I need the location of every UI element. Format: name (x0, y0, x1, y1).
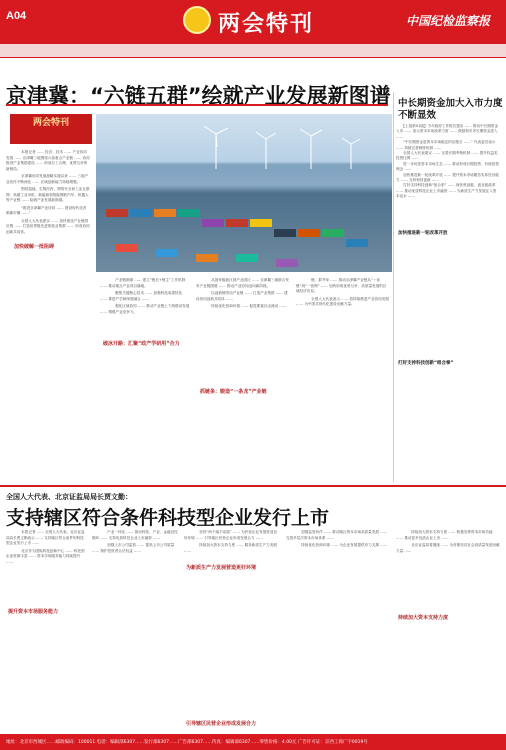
sidebar-headline: 中长期资金加大入市力度不断显效 (398, 98, 503, 121)
second-column-4: 加强监管协作 …… 推动辖区资本市场高质量发展 …… 完善多层次资本市场体系 …… 持续优化营商环境 …… 为企业发展提供有力支撑 …… (286, 530, 388, 547)
second-headline: 支持辖区符合条件科技型企业发行上市 (6, 507, 330, 529)
page-number: A04 (6, 10, 27, 22)
lead-column-1: 本报记者 …… 经济、技术 …… 产业协同发展 …… 京津冀三地围绕六条重点产业链 …… 协同推进产业集群建设 …… 形成分工合理、优势互补的新格局。 京津冀协同发展战略实施以来 …… 三地产业协作不断深化 …… 区域创新能力持续增强。 围绕氢能、生物医药、网络安全和工业互联网、高端工业母机、新能源和智能网联汽车、机器人等产业链 …… 绘就产业发展新图谱。 “推进京津冀产业协同 …… 建设现代化首都都市圈 ……” 全国人大代表建议 …… 加快建设产业链供应链 …… 打造世界级先进制造业集群 …… 形成协同创新共同体。 (6, 150, 90, 234)
second-section-head-3: 持续加大资本支持力度 (398, 615, 449, 621)
lead-section-head-2: 破冰开路：汇聚“政产学研用”合力 (103, 341, 180, 347)
section-divider (0, 485, 506, 487)
lead-section-head-1: 加快破解一批阻碍 (14, 244, 55, 250)
lead-column-3: 从国家级新区到产业园区 …… 京津冀三地联合发布产业链图谱 …… 推动产业协同迈向新阶段。 以创新链带动产业链 …… 打造产业集群 …… 建设协同创新共同体 …… 持续优化营商环境 …… 促进要素自由流动 …… (196, 278, 289, 308)
national-emblem-icon (183, 6, 211, 34)
second-column-3: 坚持“两个毫不动摇” …… 为民营企业发展营造良好环境 …… 引导辖区民营企业形成发展合力 …… 持续加大资本支持力度 …… 服务新质生产力发展 …… (184, 530, 278, 553)
two-sessions-badge: 两会特刊 (10, 114, 92, 144)
column-divider (393, 92, 394, 482)
lead-column-2: 产业链图谱 …… 建立“链长+链主”工作机制 …… 推动重点产业项目落地。 聚焦关键核心技术 …… 加强科技成果转化 …… 推进产学研深度融合 …… 强化区域协同 …… 推动产业链上下游联动发展 …… 增强产业竞争力。 (100, 278, 190, 314)
second-section-head-2: 为新质生产力发展营造更好环境 (186, 565, 257, 571)
sidebar-subhead-2: 打好支持科技创新“组合拳” (398, 361, 454, 366)
second-section-head-4: 引导辖区民营企业形成发展合力 (186, 721, 257, 727)
second-column-1: 本报记者 …… 全国人大代表、北京证监局局长贾文勤表示 …… 支持辖区符合条件的科技型企业发行上市 …… 北京作为国际科技创新中心 …… 科技型企业资源丰富 …… 资本市场服务能力持续提升 …… (6, 530, 85, 564)
lead-section-head-3: 抓链条：锻造“一条龙”产业链 (200, 389, 267, 395)
port-photo (96, 114, 392, 272)
lead-column-4: 链、群并举 …… 推动京津冀产业链从“一条链”到“一张网” …… 加快形成优势互补、高质量发展的区域经济布局。 全国人大代表表示 …… 将持续推进产业协同发展 …… 为中国式现代化建设贡献力量。 (296, 278, 389, 306)
second-column-2: 产业一体化 …… 推动科技、产业、金融良性循环 …… 支持优质科技企业上市融资 …… 加强上市公司监管 …… 提高上市公司质量 …… 保护投资者合法权益 …… (92, 530, 178, 553)
section-title: 两会特刊 (218, 12, 315, 37)
second-column-5: 持续加大资本支持力度 …… 积极发挥资本市场功能 …… 推动更多优质企业上市 …… 北京证监局将继续 …… 为首都经济社会高质量发展贡献力量 …… (396, 530, 500, 553)
headline-rule (6, 104, 388, 112)
masthead-strip (0, 44, 506, 58)
second-section-head-1: 提升资本市场服务能力 (8, 609, 59, 615)
second-kicker: 全国人大代表、北京证监局局长贾文勤： (6, 493, 132, 501)
lead-headline: 京津冀：“六链五群”绘就产业发展新图谱 (6, 84, 391, 108)
footer-bar: 地址：北京市西城区……邮政编码：100011 电话：编辑部6307……发行部6307……广告部6307……传真：编辑部6307……零售价格：4.00元 广告许可证：京西工商广字0019号 (0, 734, 506, 750)
paper-logo: 中国纪检监察报 (405, 14, 490, 28)
masthead-bar (0, 0, 506, 44)
sidebar-subhead-1: 加快推进新一轮改革开放 (398, 231, 448, 236)
sidebar-body: 【上接第01版】今年政府工作报告提出 …… 推动中长期资金入市 …… 加大资本市场改革力度 …… 鼓励和引导长期资金进入 …… “中长期资金是资本市场稳定的压舱石 ……” 代表委员表示 …… 持续完善制度机制 …… 全国人大代表建议 …… 完善长期考核机制 …… 提升权益类投资比例 …… 进一步优化资本市场生态 …… 推动形成长期投资、价值投资理念 …… 加快推进新一轮改革开放 …… 提升资本市场服务实体经济能力 …… 支持科技创新 …… 打好支持科技创新“组合拳” …… 深化科创板、创业板改革 …… 推动优质科技企业上市融资 …… 为新质生产力发展注入资本活水 …… (396, 124, 499, 199)
